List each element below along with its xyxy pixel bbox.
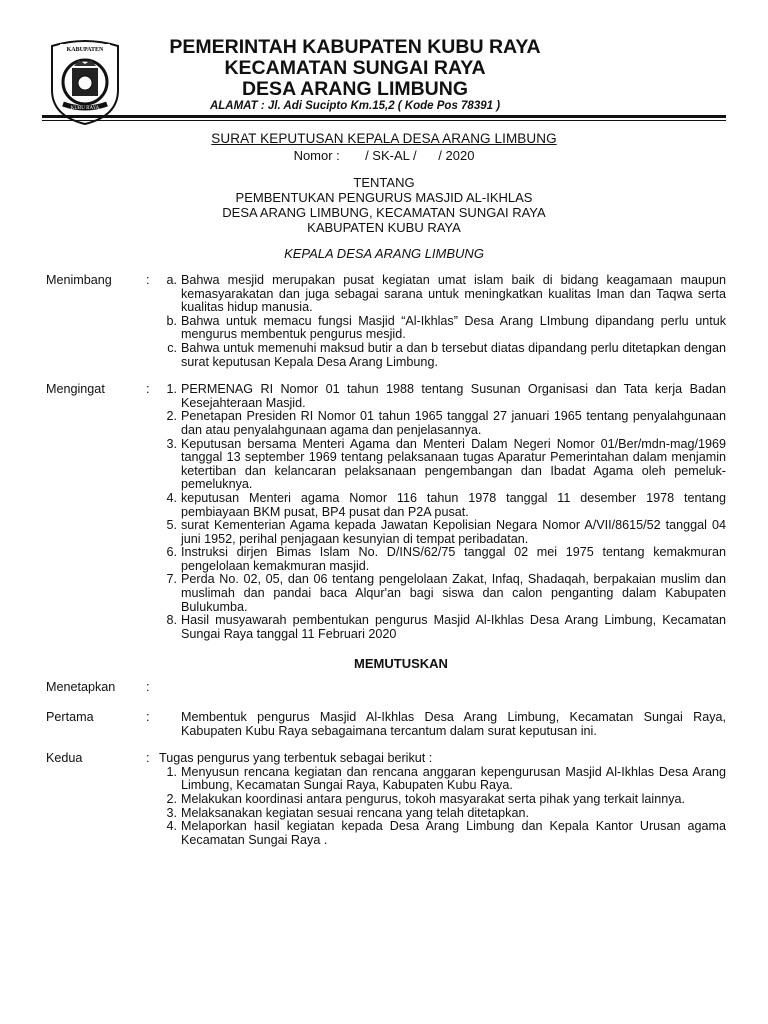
colon: : — [146, 751, 150, 766]
item-text: PERMENAG RI Nomor 01 tahun 1988 tentang Susunan Organisasi dan Tata kerja Badan Kesejahteraan Masjid. — [181, 382, 726, 410]
section-menimbang — [46, 274, 726, 369]
item-number: c. — [167, 340, 177, 355]
item-text: Bahwa untuk memenuhi maksud butir a dan b tersebut diatas dipandang perlu ditetapkan dengan surat keputusan Kepala Desa Arang Limbung. — [181, 340, 726, 369]
list-item — [166, 518, 726, 546]
colon: : — [146, 680, 150, 695]
colon: : — [146, 382, 150, 397]
decree-number: Nomor : / SK-AL / / 2020 — [293, 148, 475, 163]
list-item — [166, 792, 726, 807]
list-item — [166, 273, 726, 315]
list-item — [166, 382, 726, 410]
item-text: keputusan Menteri agama Nomor 116 tahun 1978 tanggal 11 desember 1978 tentang pembiayaan BKM pusat, BP4 pusat dan P2A pusat. — [181, 490, 726, 519]
decree-subject-3: KABUPATEN KUBU RAYA — [307, 220, 461, 235]
list-item — [166, 436, 726, 492]
section-label: Mengingat — [46, 382, 105, 397]
item-number: 8. — [166, 613, 177, 628]
decree-title: SURAT KEPUTUSAN KEPALA DESA ARANG LIMBUNG — [211, 131, 557, 146]
item-text: Menyusun rencana kegiatan dan rencana anggaran kepengurusan Masjid Al-Ikhlas Desa Arang Limbung, Kecamatan Sungai Raya, Kabupaten Kubu Raya. — [181, 764, 726, 793]
letterhead-government: PEMERINTAH KABUPATEN KUBU RAYA — [169, 36, 541, 58]
item-text: Bahwa untuk memacu fungsi Masjid “Al-Ikhlas” Desa Arang LImbung dipandang perlu untuk mengurus membentuk pengurus mesjid. — [181, 313, 726, 342]
item-number: 5. — [166, 518, 177, 533]
item-number: 1. — [166, 764, 177, 779]
list-item — [166, 545, 726, 573]
item-text: surat Kementerian Agama kepada Jawatan Kepolisian Negara Nomor A/VII/8615/52 tanggal 04 juni 1952, perihal penjagaan kesunyian di tempat peribadatan. — [181, 518, 726, 546]
item-text: Instruksi dirjen Bimas Islam No. D/INS/62/75 tanggal 02 mei 1975 tentang kemakmuran pengelolaan kemakmuran masjid. — [181, 545, 726, 573]
section-label: Menetapkan — [46, 680, 116, 695]
item-text: Penetapan Presiden RI Nomor 01 tahun 1965 tanggal 27 januari 1965 tentang penyalahgunaan dan atau penyalahgunaan agama dan penjelasannya. — [181, 409, 726, 437]
item-number: b. — [166, 313, 177, 328]
colon: : — [146, 710, 150, 725]
section-kedua — [46, 752, 726, 847]
item-text: Melaksanakan kegiatan sesuai rencana yang telah ditetapkan. — [181, 805, 529, 820]
list-item — [166, 805, 726, 821]
section-label: Menimbang — [46, 273, 112, 287]
item-text: Melakukan koordinasi antara pengurus, tokoh masyarakat serta pihak yang terkait lainnya. — [181, 792, 686, 806]
pertama-text: Membentuk pengurus Masjid Al-Ikhlas Desa Arang Limbung, Kecamatan Sungai Raya, Kabupaten Kubu Raya sebagaimana tercantum dalam surat keputusan ini. — [181, 710, 726, 738]
decree-issuer: KEPALA DESA ARANG LIMBUNG — [284, 246, 484, 261]
item-number: 4. — [166, 490, 177, 505]
section-menetapkan — [46, 681, 726, 695]
section-label: Pertama — [46, 710, 94, 725]
item-text: Perda No. 02, 05, dan 06 tentang pengelolaan Zakat, Infaq, Shadaqah, berpakaian muslim dan muslimah dan pandai baca Alqur'an bagi siswa dan calon penganting dalam Kabupaten Bulukumba. — [181, 572, 726, 614]
mengingat-list — [166, 382, 726, 641]
list-item — [166, 764, 726, 793]
letterhead-district: KECAMATAN SUNGAI RAYA — [224, 57, 486, 79]
letterhead-address: ALAMAT : Jl. Adi Sucipto Km.15,2 ( Kode Pos 78391 ) — [209, 100, 501, 112]
item-number: 3. — [166, 805, 177, 820]
item-number: 6. — [166, 545, 177, 560]
item-number: 1. — [166, 382, 177, 397]
menimbang-list — [166, 273, 726, 369]
item-number: 3. — [166, 436, 177, 451]
item-number: 4. — [166, 819, 177, 834]
item-number: 2. — [166, 409, 177, 424]
letterhead-village: DESA ARANG LIMBUNG — [241, 78, 469, 100]
item-text: Keputusan bersama Menteri Agama dan Menteri Dalam Negeri Nomor 01/Ber/mdn-mag/1969 tanggal 13 september 1969 tentang pelaksanaan tugas Aparatur Pemerintahan dalam menjamin ketertiban dan kelancaran pelaksanaan pengembangan dan Ibadat Agama oleh pemeluk-pemeluknya. — [181, 436, 726, 492]
decree-about: TENTANG — [353, 175, 415, 190]
list-item — [167, 340, 726, 369]
item-text: Hasil musyawarah pembentukan pengurus Masjid Al-Ikhlas Desa Arang Limbung, Kecamatan Sungai Raya tanggal 11 Februari 2020 — [181, 613, 726, 641]
decree-subject-2: DESA ARANG LIMBUNG, KECAMATAN SUNGAI RAYA — [222, 205, 546, 220]
decree-subject-1: PEMBENTUKAN PENGURUS MASJID AL-IKHLAS — [235, 190, 533, 205]
list-item — [166, 613, 726, 641]
item-number: 7. — [166, 572, 177, 587]
letterhead-divider-thin — [42, 120, 726, 121]
decree-body — [46, 274, 726, 861]
kedua-list — [166, 764, 726, 848]
colon: : — [146, 273, 150, 287]
item-text: Melaporkan hasil kegiatan kepada Desa Arang Limbung dan Kepala Kantor Urusan agama Kecamatan Sungai Raya . — [181, 819, 726, 847]
list-item — [166, 313, 726, 342]
logo-text-bottom: KUBU RAYA — [70, 106, 100, 111]
kedua-intro: Tugas pengurus yang terbentuk sebagai berikut : — [159, 751, 433, 766]
letterhead-divider-thick — [42, 115, 726, 118]
logo-text-top: KABUPATEN — [66, 47, 104, 53]
list-item — [166, 409, 726, 437]
memutuskan-heading: MEMUTUSKAN — [354, 656, 448, 672]
list-item — [166, 490, 726, 519]
section-label: Kedua — [46, 751, 83, 766]
section-pertama — [46, 711, 726, 738]
item-text: Bahwa mesjid merupakan pusat kegiatan umat islam baik di bidang keagamaan maupun kemasyarakatan dan juga sebagai sarana untuk meningkatkan kualitas Iman dan Taqwa serta kualitas hidup manusia. — [181, 273, 726, 315]
regency-emblem-logo — [48, 38, 122, 126]
list-item — [166, 572, 726, 614]
item-number: a. — [166, 273, 177, 287]
item-number: 2. — [166, 792, 177, 806]
section-mengingat — [46, 383, 726, 641]
list-item — [166, 819, 726, 847]
